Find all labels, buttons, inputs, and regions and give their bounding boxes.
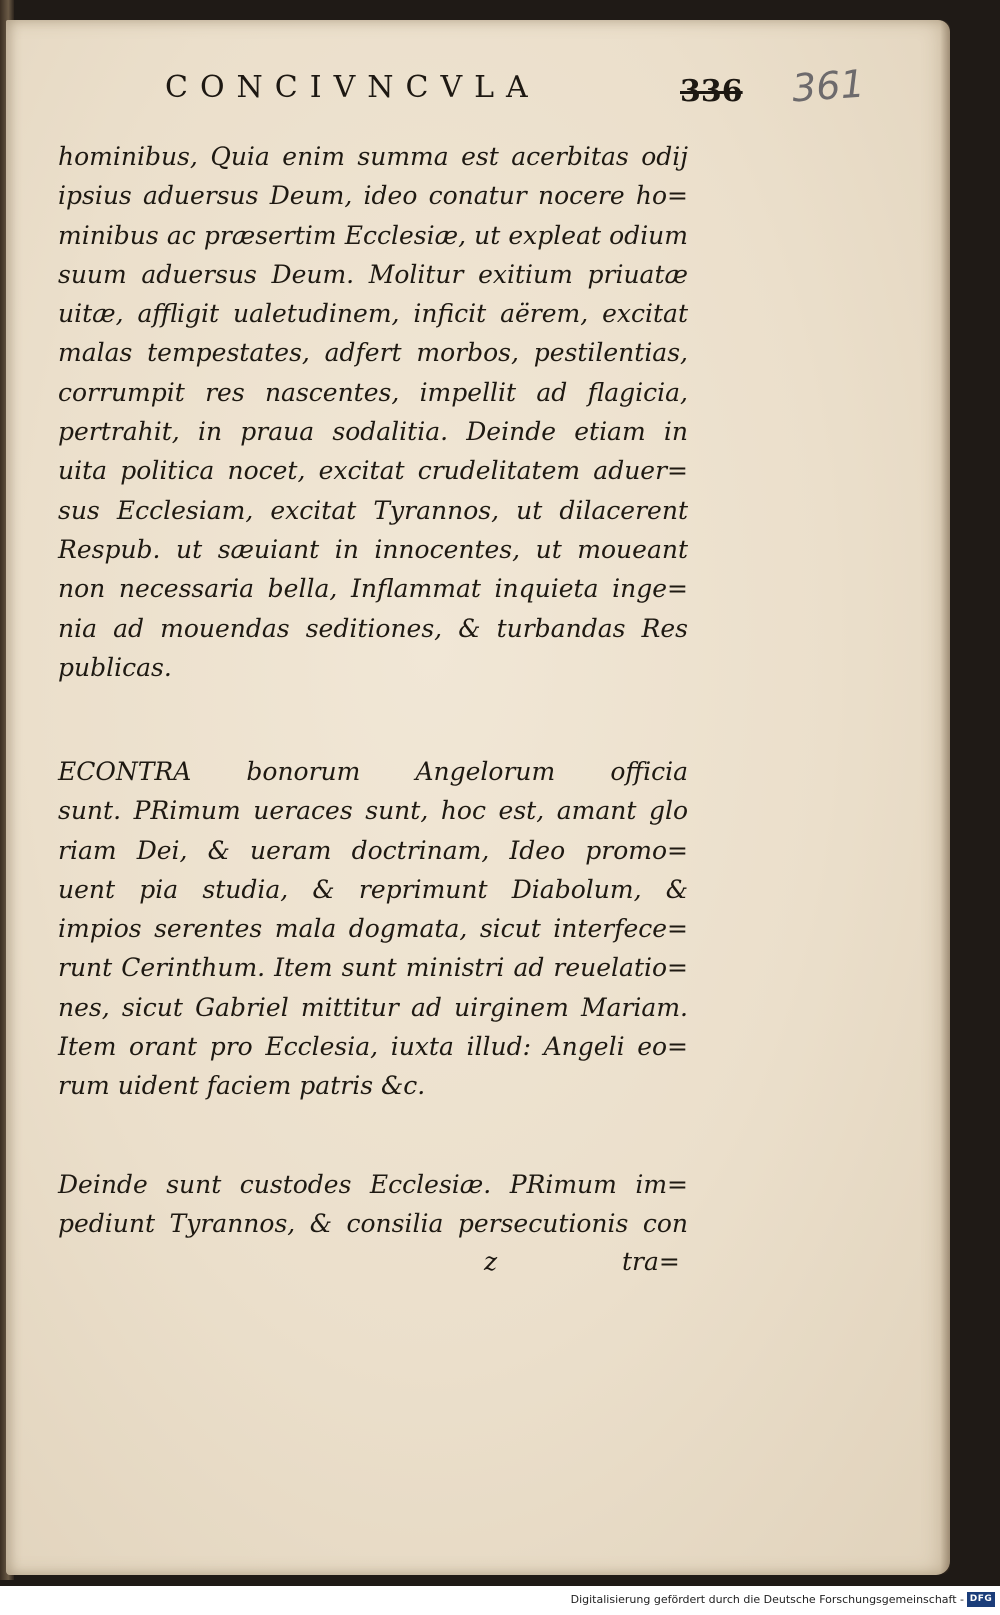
paragraph-2 — [58, 752, 688, 1106]
text-line: suum aduersus Deum. Molitur exitium priuatæ — [58, 259, 688, 289]
text-line: sunt. PRimum ueraces sunt, hoc est, amant glo — [58, 796, 688, 826]
text-line: corrumpit res nascentes, impellit ad flagicia, — [58, 377, 688, 407]
text-line: ipsius aduersus Deum, ideo conatur nocere ho= — [58, 181, 688, 211]
text-line: runt Cerinthum. Item sunt ministri ad reuelatio= — [58, 953, 688, 983]
text-line: uitæ, affligit ualetudinem, inficit aërem, excitat — [58, 299, 688, 329]
catchword: tra= — [622, 1247, 680, 1276]
text-line: pertrahit, in praua sodalitia. Deinde etiam in — [58, 417, 688, 447]
text-line: riam Dei, & ueram doctrinam, Ideo promo= — [58, 835, 688, 865]
paragraph-3 — [58, 1165, 688, 1244]
text-line: malas tempestates, adfert morbos, pestilentias, — [58, 338, 688, 368]
text-line: Respub. ut sæuiant in innocentes, ut moueant — [58, 534, 688, 564]
text-line: nia ad mouendas seditiones, & turbandas Res — [58, 613, 688, 643]
text-line: uent pia studia, & reprimunt Diabolum, & — [58, 874, 688, 904]
text-line: Deinde sunt custodes Ecclesiæ. PRimum im= — [58, 1170, 688, 1199]
text-line: minibus ac præsertim Ecclesiæ, ut expleat odium — [58, 220, 688, 250]
text-line: uita politica nocet, excitat crudelitatem aduer= — [58, 456, 688, 486]
text-line: ECONTRA bonorum Angelorum officia — [58, 757, 688, 786]
footer-bar — [0, 1586, 1000, 1615]
text-line: publicas. — [58, 652, 172, 682]
text-line: impios serentes mala dogmata, sicut interfece= — [58, 914, 688, 944]
paragraph-1 — [58, 137, 688, 687]
text-line: non necessaria bella, Inflammat inquieta inge= — [58, 574, 688, 604]
text-line: rum uident faciem patris &c. — [58, 1071, 426, 1101]
folio-number-struck: 336 — [680, 74, 743, 109]
text-line: hominibus, Quia enim summa est acerbitas odij — [58, 142, 688, 171]
text-line: nes, sicut Gabriel mittitur ad uirginem Mariam. — [58, 992, 688, 1022]
folio-number-handwritten: 361 — [790, 61, 866, 111]
signature-mark: z — [484, 1247, 498, 1276]
text-line: pediunt Tyrannos, & consilia persecutionis con — [58, 1209, 688, 1239]
footer-credit: Digitalisierung gefördert durch die Deutsche Forschungsgemeinschaft - — [570, 1593, 964, 1606]
text-line: Item orant pro Ecclesia, iuxta illud: Angeli eo= — [58, 1032, 688, 1062]
text-line: sus Ecclesiam, excitat Tyrannos, ut dilacerent — [58, 495, 688, 525]
page-edge-shadow — [940, 20, 950, 1575]
dfg-logo-icon: DFG — [967, 1592, 995, 1607]
running-title: CONCIVNCVLA — [165, 70, 540, 105]
